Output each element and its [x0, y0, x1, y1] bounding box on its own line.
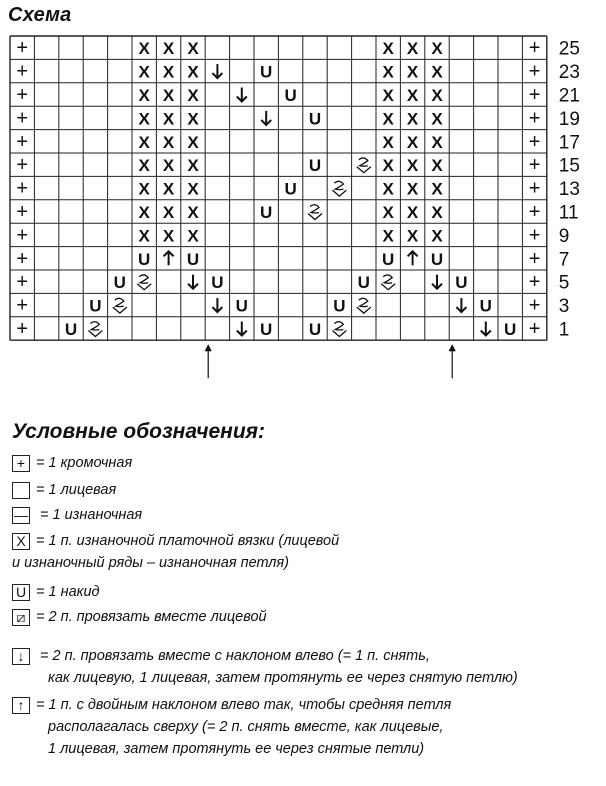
row-number: 21: [558, 85, 580, 107]
k2tog-icon: [113, 298, 127, 313]
chart-symbol: U: [211, 273, 224, 293]
chart-symbol: X: [431, 62, 443, 82]
chart-symbol: X: [431, 109, 443, 129]
chart-symbol: X: [431, 179, 443, 199]
repeat-marker-arrow: [205, 345, 211, 378]
chart-symbol: X: [406, 86, 419, 105]
ssk-arrow-icon: [456, 298, 466, 312]
chart-symbol: X: [162, 132, 175, 152]
chart-symbol: U: [284, 179, 297, 199]
chart-symbol: U: [260, 320, 273, 339]
chart-symbol: X: [187, 39, 199, 59]
chart-symbol: U: [186, 249, 200, 269]
chart-symbol: +: [16, 37, 29, 60]
chart-symbol: X: [406, 156, 419, 176]
chart-symbol: +: [528, 201, 541, 223]
row-number: 1: [558, 319, 570, 341]
ssk-arrow-icon: [432, 275, 442, 289]
chart-symbol: X: [431, 132, 443, 152]
chart-symbol: +: [528, 84, 541, 106]
chart-symbol: X: [162, 39, 175, 59]
chart-symbol: +: [16, 60, 29, 83]
legend-title: Условные обозначения:: [12, 420, 266, 443]
row-number: 19: [558, 108, 580, 130]
k2tog-icon: [357, 298, 371, 313]
double-dec-arrow-icon: [408, 251, 418, 265]
chart-symbol: +: [528, 60, 541, 83]
chart-symbol: U: [89, 296, 102, 316]
chart-symbol: X: [382, 109, 394, 129]
chart-symbol: X: [382, 156, 394, 176]
row-number: 7: [558, 249, 570, 271]
chart-symbol: X: [382, 86, 394, 105]
chart-symbol: X: [187, 179, 199, 199]
chart-symbol: U: [138, 249, 151, 269]
chart-symbol: X: [382, 132, 394, 152]
k2tog-icon: [308, 205, 322, 220]
row-number: 11: [558, 202, 579, 224]
edge-symbol-icon: +: [12, 455, 30, 472]
legend-item-yo: U = 1 накид: [12, 581, 100, 603]
chart-symbol: X: [187, 226, 199, 246]
row-number: 25: [558, 38, 580, 60]
chart-symbol: X: [162, 62, 175, 82]
chart-symbol: X: [406, 132, 419, 152]
chart-grid: [10, 36, 547, 340]
chart-symbol: X: [138, 62, 150, 82]
repeat-markers: [205, 345, 455, 378]
chart-symbol: X: [187, 109, 199, 129]
chart-symbol: X: [382, 39, 394, 59]
chart-symbol: +: [16, 318, 29, 340]
chart-symbol: +: [16, 177, 29, 200]
k2tog-icon: [88, 322, 102, 337]
chart-symbol: U: [284, 86, 297, 105]
k2tog-icon: [332, 181, 346, 196]
chart-symbol: X: [382, 226, 394, 246]
row-number: 17: [558, 132, 580, 154]
chart-symbol: U: [504, 320, 517, 339]
chart-symbol: +: [528, 107, 541, 130]
purl-symbol-icon: —: [14, 506, 28, 523]
ssk-arrow-icon: [212, 64, 222, 78]
chart-symbol: +: [528, 130, 541, 153]
chart-symbol: U: [479, 296, 492, 316]
chart-symbol: +: [528, 294, 541, 317]
legend-item-garter: X = 1 п. изнаночной платочной вязки (лицевой и изнаночный ряды – изнаночная петля): [12, 532, 340, 572]
chart-symbol: X: [162, 226, 175, 246]
chart-symbol: U: [308, 320, 322, 339]
chart-symbol: +: [528, 318, 541, 340]
chart-symbol: X: [382, 62, 394, 82]
chart-symbol: X: [406, 203, 419, 222]
legend-item-ssk: ↓ = 2 п. провязать вместе с наклоном влево (= 1 п. снять, как лицевую, 1 лицевая, затем протянуть ее через снятую петлю): [12, 645, 518, 689]
chart-symbol: +: [16, 154, 29, 177]
chart-symbol: X: [138, 226, 150, 246]
legend-item-purl: — = 1 изнаночная: [14, 506, 143, 524]
chart-symbol: X: [162, 86, 175, 105]
row-number: 9: [558, 225, 570, 247]
chart-symbol: X: [162, 156, 175, 176]
chart-symbol: U: [113, 273, 126, 293]
chart-symbol: X: [138, 179, 150, 199]
chart-symbol: U: [430, 249, 444, 269]
chart-symbol: +: [528, 271, 541, 294]
chart-symbol: X: [431, 156, 443, 176]
chart-symbol: +: [16, 271, 29, 294]
chart-symbol: X: [406, 109, 419, 129]
chart-symbol: U: [382, 249, 395, 269]
row-number: 15: [558, 155, 580, 177]
chart-symbol: +: [16, 247, 29, 270]
chart-symbol: U: [333, 296, 346, 316]
chart-symbol: +: [16, 201, 29, 223]
chart-symbol: +: [528, 247, 541, 270]
chart-symbol: X: [382, 179, 394, 199]
chart-symbol: X: [138, 39, 150, 59]
repeat-marker-arrow: [449, 345, 455, 378]
chart-symbol: +: [16, 84, 29, 106]
k2tog-icon: [332, 322, 346, 337]
chart-symbol: U: [64, 320, 78, 339]
chart-symbol: +: [528, 37, 541, 60]
row-number: 3: [558, 296, 570, 318]
legend-item-k2tog: ⧄ = 2 п. провязать вместе лицевой: [12, 606, 267, 628]
chart-symbol: X: [431, 203, 443, 222]
chart-symbol: +: [528, 224, 541, 247]
chart-symbol: U: [357, 273, 370, 293]
chart-symbol: X: [162, 109, 175, 129]
row-number: 5: [558, 272, 570, 294]
chart-symbol: +: [16, 107, 29, 130]
chart-symbol: X: [431, 86, 443, 105]
chart-symbol: U: [260, 203, 273, 222]
ssk-arrow-icon: [237, 322, 247, 336]
legend-item-edge: + = 1 кромочная: [12, 452, 132, 474]
chart-symbol: X: [431, 39, 443, 59]
chart-title: Схема: [8, 4, 72, 26]
chart-symbol: X: [138, 109, 150, 129]
chart-symbol: X: [138, 132, 150, 152]
chart-symbol: U: [455, 273, 468, 293]
row-number: 13: [558, 179, 580, 201]
ssk-arrow-icon: [261, 111, 271, 125]
chart-symbol: U: [235, 296, 248, 316]
chart-symbol: U: [260, 62, 273, 82]
chart-symbol: X: [187, 62, 199, 82]
chart-symbol: X: [406, 179, 419, 199]
chart-symbol: X: [187, 86, 199, 105]
chart-symbol: X: [406, 62, 419, 82]
yarn-over-icon: U: [12, 584, 30, 601]
chart-symbol: X: [382, 203, 394, 222]
ssk-arrow-icon: [237, 88, 247, 102]
chart-symbol: X: [406, 39, 419, 59]
double-dec-arrow-icon: [164, 251, 174, 265]
chart-symbol: +: [16, 224, 29, 247]
k2tog-icon: [137, 275, 151, 290]
garter-symbol-icon: X: [12, 533, 30, 550]
chart-symbol: X: [406, 226, 419, 246]
chart-symbol: X: [187, 156, 199, 176]
legend-item-double-dec: ↑ = 1 п. с двойным наклоном влево так, чтобы средняя петля располагалась сверху (= 2 п. снять вместе, как лицевые, 1 лицевая, затем протянуть ее через снятые петли): [12, 694, 451, 760]
chart-symbol: X: [138, 156, 150, 176]
ssk-arrow-icon: [188, 275, 198, 289]
k2tog-icon: [357, 158, 371, 173]
chart-symbol: X: [187, 203, 199, 222]
chart-symbol: X: [162, 179, 175, 199]
chart-symbol: U: [308, 156, 322, 176]
k2tog-icon: [381, 275, 395, 290]
chart-symbol: X: [431, 226, 443, 246]
chart-symbol: +: [16, 130, 29, 153]
chart-symbol: +: [528, 177, 541, 200]
ssk-arrow-icon: [481, 322, 491, 336]
legend-item-knit: = 1 лицевая: [12, 479, 116, 501]
ssk-arrow-icon: [212, 298, 222, 312]
row-numbers: [559, 39, 580, 341]
knit-symbol-icon: [12, 482, 30, 499]
chart-symbol: X: [138, 86, 150, 105]
chart-symbol: X: [138, 203, 150, 222]
chart-symbol: U: [308, 109, 322, 129]
chart-symbol: +: [528, 154, 541, 177]
chart-symbol: X: [187, 132, 199, 152]
row-number: 23: [558, 62, 580, 84]
chart-symbol: X: [162, 203, 175, 222]
chart-symbol: +: [16, 294, 29, 317]
k2tog-icon: ⧄: [12, 609, 30, 626]
arrow-up-icon: ↑: [12, 697, 30, 714]
arrow-down-icon: ↓: [12, 648, 30, 665]
